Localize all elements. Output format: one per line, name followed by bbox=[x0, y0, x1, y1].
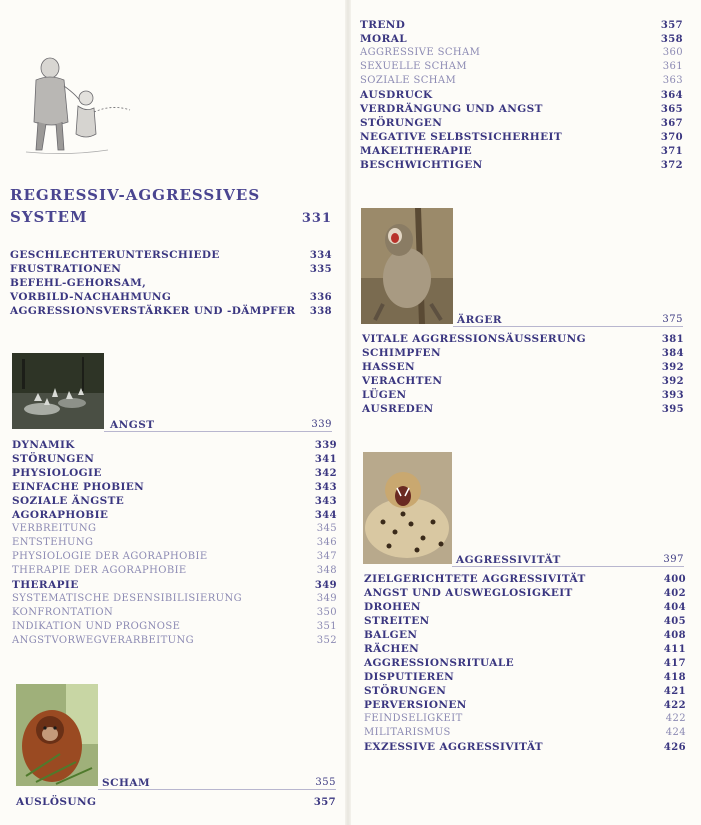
toc-entry[interactable]: AUSREDEN 395 bbox=[362, 403, 684, 415]
toc-entry[interactable]: AGGRESSIONSRITUALE 417 bbox=[364, 657, 686, 669]
toc-subentry[interactable]: FEINDSELIGKEIT 422 bbox=[364, 713, 686, 724]
toc-entry[interactable]: ZIELGERICHTETE AGGRESSIVITÄT 400 bbox=[364, 573, 686, 585]
toc-entry[interactable]: VERDRÄNGUNG UND ANGST 365 bbox=[360, 103, 683, 115]
toc-entry[interactable]: STREITEN 405 bbox=[364, 615, 686, 627]
toc-entry[interactable]: TREND 357 bbox=[360, 19, 683, 31]
toc-list-3 bbox=[16, 795, 336, 809]
toc-subentry[interactable]: KONFRONTATION 350 bbox=[12, 607, 337, 618]
section-head-aggressivitaet[interactable]: AGGRESSIVITÄT 397 bbox=[452, 554, 684, 567]
birds-photo bbox=[12, 353, 104, 429]
sketch-illustration bbox=[8, 52, 148, 160]
toc-subentry[interactable]: SEXUELLE SCHAM 361 bbox=[360, 61, 683, 72]
right-page bbox=[350, 0, 701, 825]
toc-entry[interactable]: DYNAMIK 339 bbox=[12, 439, 337, 451]
toc-entry[interactable]: ANGST UND AUSWEGLOSIGKEIT 402 bbox=[364, 587, 686, 599]
toc-subentry[interactable]: THERAPIE DER AGORAPHOBIE 348 bbox=[12, 565, 337, 576]
toc-entry[interactable]: THERAPIE 349 bbox=[12, 579, 337, 591]
toc-entry[interactable]: LÜGEN 393 bbox=[362, 389, 684, 401]
toc-entry[interactable]: AUSDRUCK 364 bbox=[360, 89, 683, 101]
toc-list-1-right bbox=[360, 18, 683, 172]
toc-entry[interactable]: DISPUTIEREN 418 bbox=[364, 671, 686, 683]
toc-entry[interactable]: EINFACHE PHOBIEN 343 bbox=[12, 481, 337, 493]
toc-subentry[interactable]: ANGSTVORWEGVERARBEITUNG 352 bbox=[12, 635, 337, 646]
toc-list-1 bbox=[10, 248, 332, 318]
toc-subentry[interactable]: AGGRESSIVE SCHAM 360 bbox=[360, 47, 683, 58]
toc-entry[interactable]: GESCHLECHTERUNTERSCHIEDE 334 bbox=[10, 249, 332, 261]
toc-subentry[interactable]: MILITARISMUS 424 bbox=[364, 727, 686, 738]
toc-entry[interactable]: BALGEN 408 bbox=[364, 629, 686, 641]
toc-entry[interactable]: AGORAPHOBIE 344 bbox=[12, 509, 337, 521]
section-title-page: 331 bbox=[301, 211, 332, 226]
toc-subentry[interactable]: INDIKATION UND PROGNOSE 351 bbox=[12, 621, 337, 632]
toc-subentry[interactable]: SOZIALE SCHAM 363 bbox=[360, 75, 683, 86]
toc-subentry[interactable]: VERBREITUNG 345 bbox=[12, 523, 337, 534]
section-title-line1: REGRESSIV-AGGRESSIVES bbox=[10, 186, 261, 204]
section-head-scham[interactable]: SCHAM 355 bbox=[98, 777, 336, 790]
toc-entry[interactable]: STÖRUNGEN 367 bbox=[360, 117, 683, 129]
toc-list-2-right bbox=[362, 332, 684, 416]
toc-entry[interactable]: STÖRUNGEN 341 bbox=[12, 453, 337, 465]
toc-subentry[interactable]: ENTSTEHUNG 346 bbox=[12, 537, 337, 548]
section-head-angst[interactable]: ANGST 339 bbox=[104, 419, 332, 432]
toc-subentry[interactable]: SYSTEMATISCHE DESENSIBILISIERUNG 349 bbox=[12, 593, 337, 604]
toc-entry[interactable]: SCHIMPFEN 384 bbox=[362, 347, 684, 359]
section-title-row bbox=[10, 208, 332, 226]
toc-list-3-right bbox=[364, 572, 686, 754]
toc-entry[interactable]: PHYSIOLOGIE 342 bbox=[12, 467, 337, 479]
toc-entry[interactable]: SOZIALE ÄNGSTE 343 bbox=[12, 495, 337, 507]
toc-entry[interactable]: MORAL 358 bbox=[360, 33, 683, 45]
toc-entry[interactable]: BESCHWICHTIGEN 372 bbox=[360, 159, 683, 171]
toc-entry[interactable]: VITALE AGGRESSIONSÄUSSERUNG 381 bbox=[362, 333, 684, 345]
section-head-aerger[interactable]: ÄRGER 375 bbox=[453, 314, 683, 327]
toc-subentry[interactable]: PHYSIOLOGIE DER AGORAPHOBIE 347 bbox=[12, 551, 337, 562]
orangutan-photo bbox=[16, 684, 98, 786]
toc-entry[interactable]: VORBILD-NACHAHMUNG 336 bbox=[10, 291, 332, 303]
left-page bbox=[0, 0, 350, 825]
toc-entry[interactable]: EXZESSIVE AGGRESSIVITÄT 426 bbox=[364, 741, 686, 753]
baboon-photo bbox=[361, 208, 453, 324]
toc-entry[interactable]: MAKELTHERAPIE 371 bbox=[360, 145, 683, 157]
toc-entry[interactable]: BEFEHL-GEHORSAM, bbox=[10, 277, 147, 289]
toc-entry[interactable]: VERACHTEN 392 bbox=[362, 375, 684, 387]
toc-list-2 bbox=[12, 438, 337, 648]
toc-entry[interactable]: AGGRESSIONSVERSTÄRKER UND -DÄMPFER 338 bbox=[10, 305, 332, 317]
toc-entry[interactable]: FRUSTRATIONEN 335 bbox=[10, 263, 332, 275]
toc-entry[interactable]: DROHEN 404 bbox=[364, 601, 686, 613]
cheetah-photo bbox=[363, 452, 452, 564]
toc-entry[interactable]: RÄCHEN 411 bbox=[364, 643, 686, 655]
toc-entry[interactable]: NEGATIVE SELBSTSICHERHEIT 370 bbox=[360, 131, 683, 143]
toc-entry[interactable]: AUSLÖSUNG 357 bbox=[16, 796, 336, 808]
toc-entry[interactable]: HASSEN 392 bbox=[362, 361, 684, 373]
toc-entry[interactable]: PERVERSIONEN 422 bbox=[364, 699, 686, 711]
toc-entry[interactable]: STÖRUNGEN 421 bbox=[364, 685, 686, 697]
section-title-line2: SYSTEM bbox=[10, 208, 88, 226]
